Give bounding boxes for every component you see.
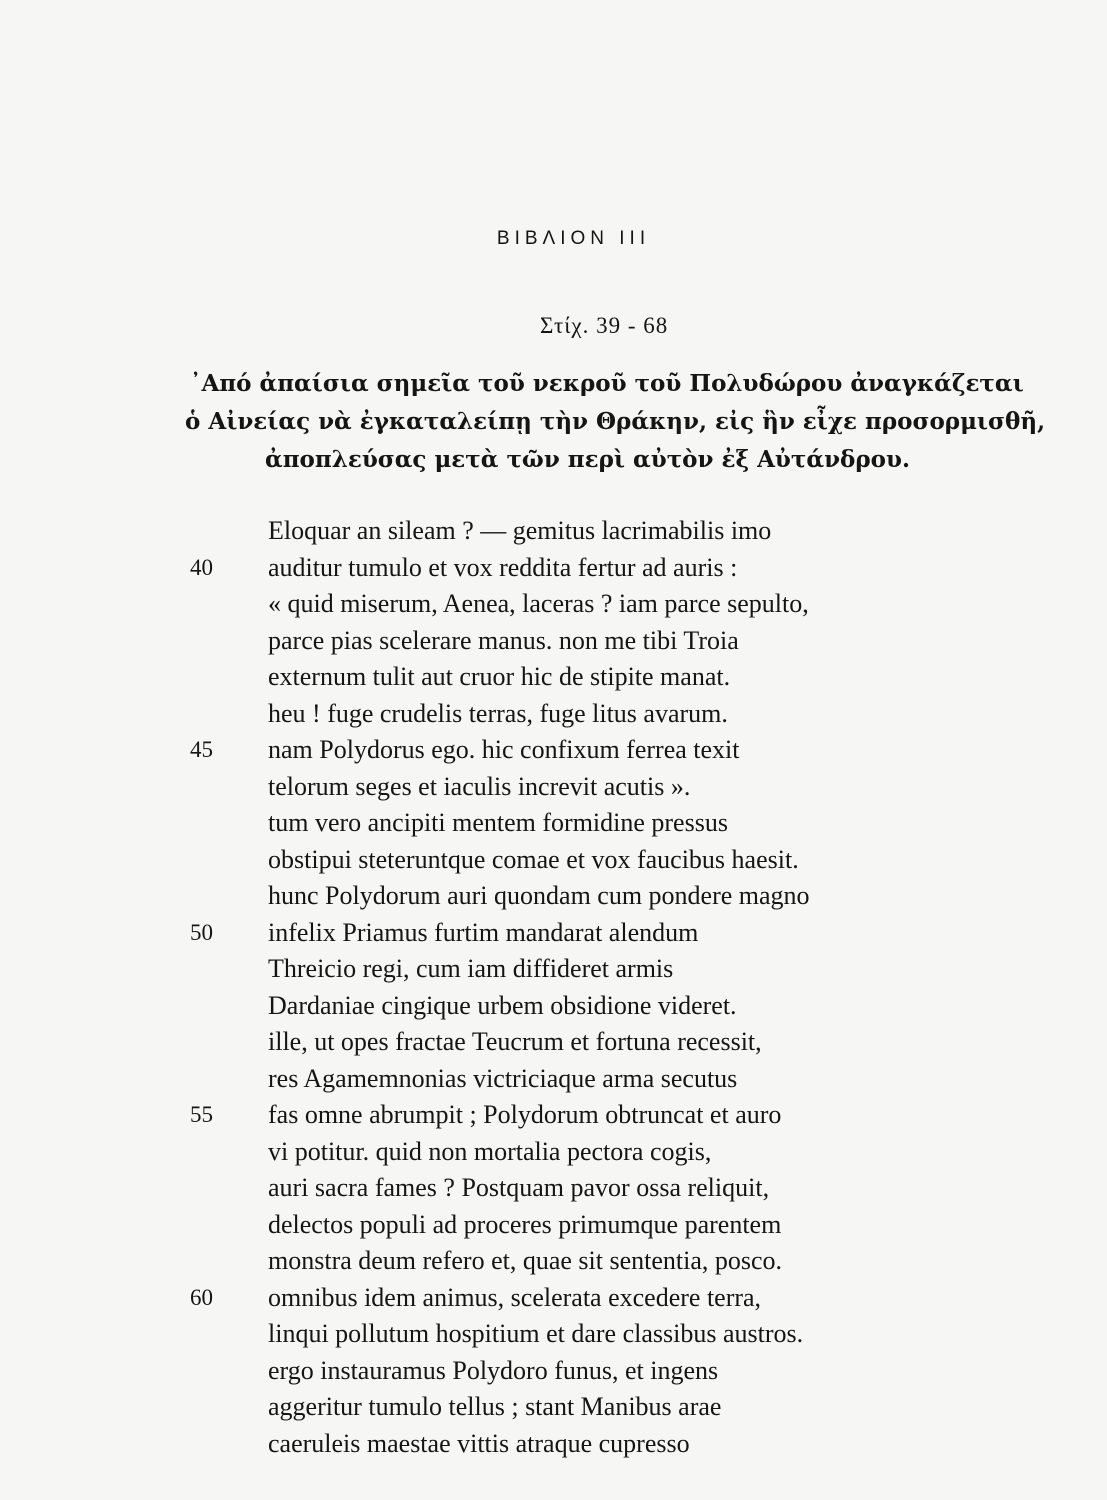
verse-line: [180, 1207, 1040, 1244]
verse-line: [180, 1389, 1040, 1426]
verse-line: [180, 1426, 1040, 1463]
verse-line: [180, 1134, 1040, 1171]
verse-line: [180, 915, 1040, 952]
verse-text: externum tulit aut cruor hic de stipite manat.: [268, 662, 731, 691]
verse-text: res Agamemnonias victriciaque arma secutus: [268, 1063, 738, 1093]
verse-text: ille, ut opes fractae Teucrum et fortuna recessit,: [268, 1027, 762, 1056]
verse-text: aggeritur tumulo tellus ; stant Manibus arae: [268, 1392, 722, 1421]
verse-line: [180, 951, 1040, 988]
verse-text: telorum seges et iaculis increvit acutis ».: [268, 771, 691, 801]
verse-line: [180, 550, 1040, 587]
verse-line: [180, 842, 1040, 879]
verse-line: [180, 1280, 1040, 1317]
verse-number: 45: [190, 737, 213, 762]
verse-text: heu ! fuge crudelis terras, fuge litus avarum.: [268, 698, 728, 728]
verse-line: [180, 1061, 1040, 1098]
greek-summary: [185, 365, 1065, 479]
verse-number: 50: [190, 919, 213, 945]
verse-text: infelix Priamus furtim mandarat alendum: [268, 917, 699, 947]
verse-text: vi potitur. quid non mortalia pectora cogis,: [268, 1136, 712, 1166]
verse-text: parce pias scelerare manus. non me tibi Troia: [268, 625, 739, 655]
verse-line: [180, 732, 1040, 769]
verse-line: [180, 513, 1040, 550]
verse-line: [180, 1170, 1040, 1207]
verse-text: nam Polydorus ego. hic confixum ferrea texit: [268, 735, 740, 764]
book-title: ΒΙΒΛΙΟΝ ΙΙΙ: [496, 228, 651, 249]
verse-line: [180, 988, 1040, 1025]
verse-line: [180, 1243, 1040, 1280]
verse-text: Dardaniae cingique urbem obsidione videret.: [268, 990, 737, 1020]
latin-poem: [180, 513, 1040, 1462]
verse-text: « quid miserum, Aenea, laceras ? iam parce sepulto,: [268, 589, 809, 618]
verse-text: Eloquar an sileam ? — gemitus lacrimabilis imo: [268, 516, 772, 545]
verse-number: 60: [190, 1284, 213, 1310]
verse-text: Threicio regi, cum iam diffideret armis: [268, 954, 674, 983]
verse-text: obstipui steteruntque comae et vox faucibus haesit.: [268, 844, 799, 874]
verses-reference: Στίχ. 39 - 68: [540, 313, 669, 338]
summary-line: ᾿Από ἀπαίσια σημεῖα τοῦ νεκροῦ τοῦ Πολυδώρου ἀναγκάζεται: [190, 370, 1024, 397]
verse-line: [180, 805, 1040, 842]
verse-line: [180, 1353, 1040, 1390]
summary-line: ἀποπλεύσας μετὰ τῶν περὶ αὐτὸν ἐξ Αὐτάνδρου.: [265, 446, 910, 473]
summary-line: ὁ Αἰνείας νὰ ἐγκαταλείπῃ τὴν Θράκην, εἰς ἣν εἶχε προσορμισθῆ,: [185, 408, 1046, 435]
verse-line: [180, 696, 1040, 733]
verse-number: 40: [190, 554, 213, 580]
verse-text: omnibus idem animus, scelerata excedere terra,: [268, 1282, 762, 1312]
verse-text: linqui pollutum hospitium et dare classibus austros.: [268, 1319, 804, 1348]
verse-line: [180, 659, 1040, 696]
verse-line: [180, 769, 1040, 806]
verse-text: caeruleis maestae vittis atraque cupresso: [268, 1428, 690, 1458]
verse-text: ergo instauramus Polydoro funus, et ingens: [268, 1355, 719, 1385]
verse-text: delectos populi ad proceres primumque parentem: [268, 1209, 782, 1239]
verse-number: 55: [190, 1102, 213, 1127]
verse-text: tum vero ancipiti mentem formidine pressus: [268, 808, 728, 837]
verse-line: [180, 1024, 1040, 1061]
verse-line: [180, 1316, 1040, 1353]
verse-text: hunc Polydorum auri quondam cum pondere magno: [268, 881, 810, 910]
verse-line: [180, 623, 1040, 660]
verse-line: [180, 878, 1040, 915]
verse-text: fas omne abrumpit ; Polydorum obtruncat et auro: [268, 1100, 782, 1129]
verse-text: auditur tumulo et vox reddita fertur ad auris :: [268, 552, 738, 582]
verse-line: [180, 1097, 1040, 1134]
verse-text: monstra deum refero et, quae sit sententia, posco.: [268, 1246, 783, 1275]
verse-text: auri sacra fames ? Postquam pavor ossa reliquit,: [268, 1173, 770, 1202]
verse-line: [180, 586, 1040, 623]
